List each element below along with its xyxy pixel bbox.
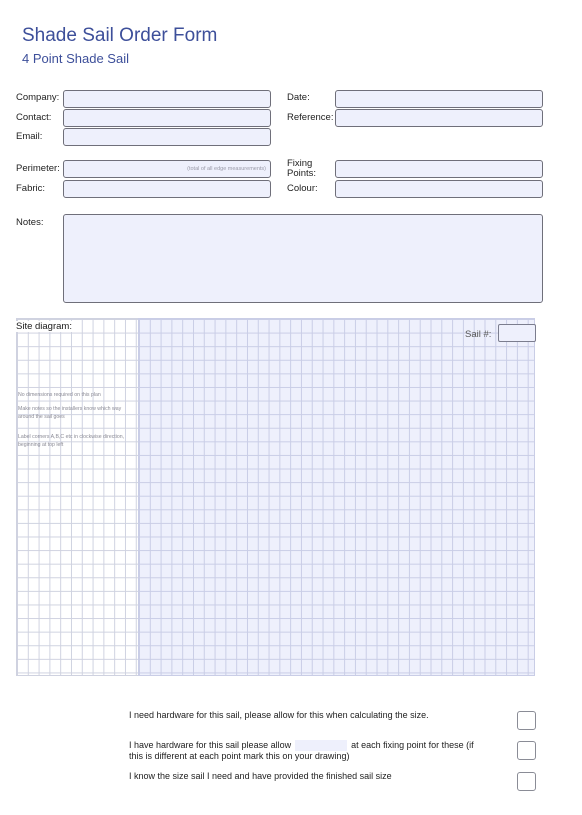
have-hardware-text-start: I have hardware for this sail please allow (129, 740, 292, 750)
company-field[interactable] (63, 90, 271, 108)
form-subtitle: 4 Point Shade Sail (22, 51, 129, 66)
diagram-note: Make notes so the installers know which way around the sail goes (18, 406, 122, 420)
email-field[interactable] (63, 128, 271, 146)
option-know-size: I know the size sail I need and have provided the finished sail size (129, 771, 392, 781)
sail-number-label: Sail #: (465, 329, 492, 340)
perimeter-hint: (total of all edge measurements) (187, 166, 266, 172)
know-size-checkbox[interactable] (517, 772, 536, 791)
diagram-note: Label corners A,B,C etc in clockwise direction, beginning at top left (18, 434, 125, 448)
email-label: Email: (16, 131, 43, 142)
colour-label: Colour: (287, 183, 318, 194)
fabric-label: Fabric: (16, 183, 46, 194)
company-label: Company: (16, 92, 60, 103)
option-have-hardware (129, 740, 489, 762)
reference-label: Reference: (287, 112, 334, 123)
date-field[interactable] (335, 90, 543, 108)
have-hardware-checkbox[interactable] (517, 741, 536, 760)
need-hardware-checkbox[interactable] (517, 711, 536, 730)
colour-field[interactable] (335, 180, 543, 198)
fabric-field[interactable] (63, 180, 271, 198)
option-need-hardware: I need hardware for this sail, please allow for this when calculating the size. (129, 710, 429, 720)
notes-label: Notes: (16, 217, 44, 228)
have-hardware-text-end: at each fixing point for these (if this is different at each point mark this on your drawing) (129, 740, 474, 762)
sail-number-field[interactable] (498, 324, 536, 342)
site-diagram-label: Site diagram: (16, 321, 72, 332)
fixing-points-label: Fixing Points: (287, 158, 317, 179)
hardware-allowance-field[interactable] (295, 740, 347, 751)
contact-field[interactable] (63, 109, 271, 127)
site-diagram-drawing-area[interactable] (138, 318, 535, 676)
perimeter-field[interactable] (63, 160, 271, 178)
perimeter-label: Perimeter: (16, 163, 60, 174)
date-label: Date: (287, 92, 310, 103)
reference-field[interactable] (335, 109, 543, 127)
fixing-points-field[interactable] (335, 160, 543, 178)
diagram-note: No dimensions required on this plan (18, 392, 101, 398)
contact-label: Contact: (16, 112, 52, 123)
form-title: Shade Sail Order Form (22, 25, 218, 46)
notes-field[interactable] (63, 214, 543, 303)
